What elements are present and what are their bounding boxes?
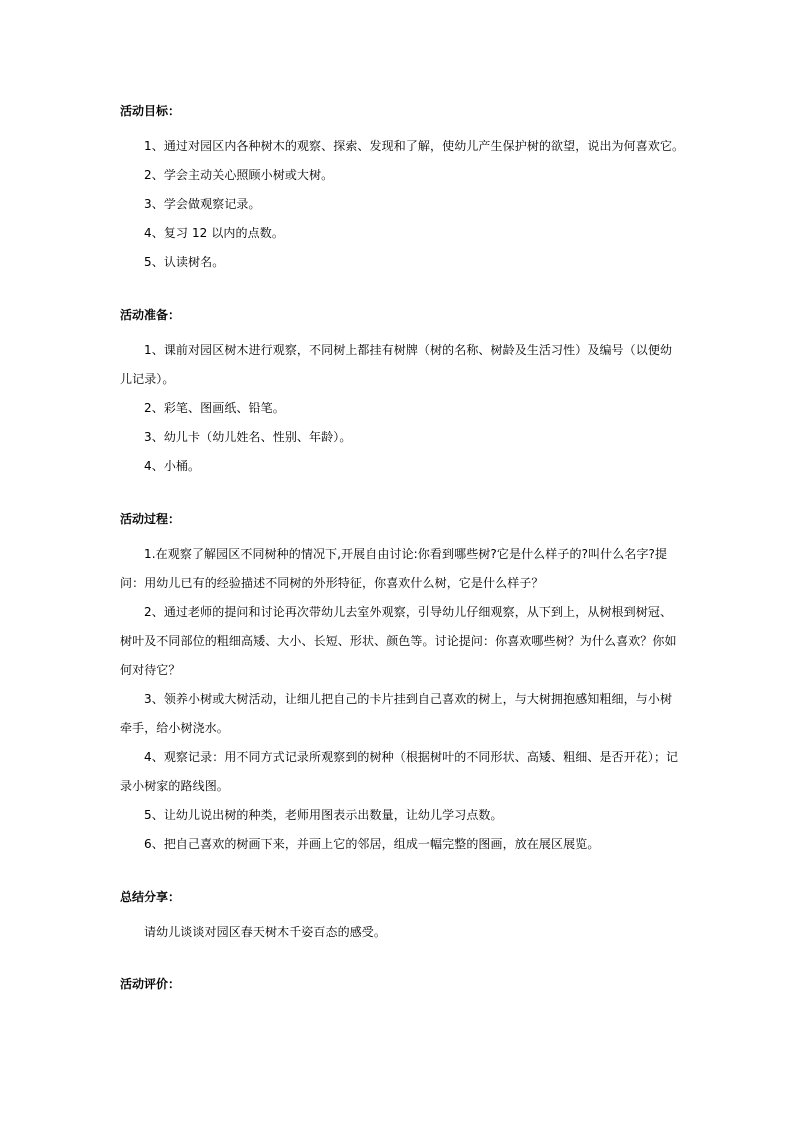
paragraph: 5、认读树名。 [144,255,225,269]
section-summary [120,889,680,947]
paragraph: 6、把自己喜欢的树画下来，并画上它的邻居，组成一幅完整的图画，放在展区展览。 [144,837,600,851]
section-preparation [120,307,680,481]
paragraph: 2、彩笔、图画纸、铅笔。 [144,401,285,415]
paragraph: 1、课前对园区树木进行观察，不同树上都挂有树牌（树的名称、树龄及生活习性）及编号（以便幼儿记录）。 [120,343,673,386]
section-heading: 活动目标： [120,104,181,118]
section-heading: 活动评价： [120,977,181,991]
paragraph: 3、学会做观察记录。 [144,197,261,211]
paragraph: 1、通过对园区内各种树木的观察、探索、发现和了解，使幼儿产生保护树的欲望，说出为何喜欢它。 [144,139,685,153]
section-heading: 总结分享： [120,890,181,904]
section-evaluation [120,976,680,1005]
paragraph: 2、学会主动关心照顾小树或大树。 [144,168,334,182]
section-process [120,511,680,859]
section-heading: 活动准备： [120,308,181,322]
paragraph: 4、复习 12 以内的点数。 [144,226,284,240]
paragraph: 3、领养小树或大树活动，让细儿把自己的卡片挂到自己喜欢的树上，与大树拥抱感知粗细，与小树牵手，给小树浇水。 [120,692,673,735]
paragraph: 4、小桶。 [144,459,201,473]
section-heading: 活动过程： [120,512,181,526]
paragraph: 2、通过老师的提问和讨论再次带幼儿去室外观察，引导幼儿仔细观察，从下到上，从树根到树冠、树叶及不同部位的粗细高矮、大小、长短、形状、颜色等。讨论提问：你喜欢哪些树？为什么喜欢？你如何对待它？ [120,605,677,677]
section-goals [120,103,685,277]
paragraph: 请幼儿谈谈对园区春天树木千姿百态的感受。 [144,925,387,939]
paragraph: 5、让幼儿说出树的种类，老师用图表示出数量，让幼儿学习点数。 [144,808,503,822]
paragraph: 1.在观察了解园区不同树种的情况下,开展自由讨论:你看到哪些树?它是什么样子的?叫什么名字?提问：用幼儿已有的经验描述不同树的外形特征，你喜欢什么树，它是什么样子？ [120,547,668,590]
paragraph: 4、观察记录：用不同方式记录所观察到的树种（根据树叶的不同形状、高矮、粗细、是否开花）；记录小树家的路线图。 [120,750,679,793]
paragraph: 3、幼儿卡（幼儿姓名、性别、年龄）。 [144,430,352,444]
